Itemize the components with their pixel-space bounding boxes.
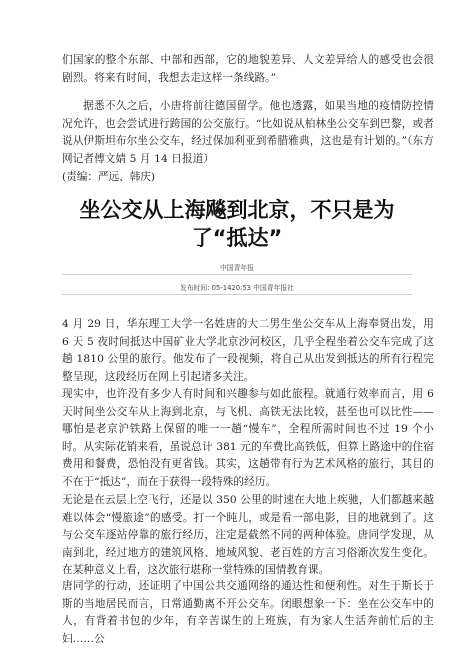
article-paragraph: 4 月 29 日，华东理工大学一名姓唐的大二男生坐公交车从上海奉贤出发，用 6 天 5 夜时间抵达中国矿业大学北京沙河校区，几乎全程坐着公交车完成了这趟 1810 公里的旅行。他发布了一段视频，将自己从出发到抵达的所有行程完整呈现，这段经历在网上引起诸多关注。 <box>62 318 434 383</box>
prev-paragraph-2: 据悉不久之后，小唐将前往德国留学。他也透露，如果当地的疫情防控情况允许，也会尝试进行跨国的公交旅行。“比如说从柏林坐公交车到巴黎，或者说从伊斯坦布尔坐公交车，经过保加利亚到希腊雅典，这也是有计划的。”（东方网记者傅文婧 5 月 14 日报道） <box>62 100 434 165</box>
editor-credit: (责编：严远、韩庆) <box>62 171 156 183</box>
divider <box>62 294 412 295</box>
article-paragraph: 唐同学的行动，还证明了中国公共交通网络的通达性和便利性。对生于斯长于斯的当地居民而言，日常通勤离不开公交车。闭眼想象一下：坐在公交车中的人，有背着书包的少年，有辛苦谋生的上班族，有为家人生活奔前忙后的主妇……公 <box>62 580 434 645</box>
source-label: 中国青年报 <box>220 264 254 272</box>
prev-paragraph-tail: 们国家的整个东部、中部和西部，它的地貌差异、人文差异给人的感受也会很剧烈。将来有时间，我想去走这样一条线路。” <box>62 54 434 84</box>
article-title: 坐公交从上海飚到北京，不只是为了“抵达” <box>79 198 395 250</box>
publish-time: 发布时间: 05-1420:53 中国青年报社 <box>180 284 294 292</box>
divider <box>62 274 412 275</box>
article-paragraph: 无论是在云层上空飞行，还是以 350 公里的时速在大地上疾驰，人们都越来越难以体会“慢旅途”的感受。打一个盹儿，或是看一部电影，目的地就到了。这与公交车逐站停靠的旅行经历，注定是截然不同的两种体验。唐同学发现，从南到北，经过地方的建筑风格、地域风貌、老百姓的方言习俗渐次发生变化。在某种意义上看，这次旅行堪称一堂特殊的国情教育课。 <box>62 494 434 576</box>
article-paragraph: 现实中，也许没有多少人有时间和兴趣参与如此旅程。就通行效率而言，用 6 天时间坐公交车从上海到北京，与飞机、高铁无法比较，甚至也可以比性——哪怕是老京沪铁路上保留的唯一一趟“慢车”，全程所需时间也不过 19 个小时。从实际花销来看，虽说总计 381 元的车费比高铁低，但算上路途中的住宿费用和餐费，恐怕没有更省钱。其实，这趟带有行为艺术风格的旅行，其目的不在于“抵达”，而在于获得一段特殊的经历。 <box>62 388 434 488</box>
